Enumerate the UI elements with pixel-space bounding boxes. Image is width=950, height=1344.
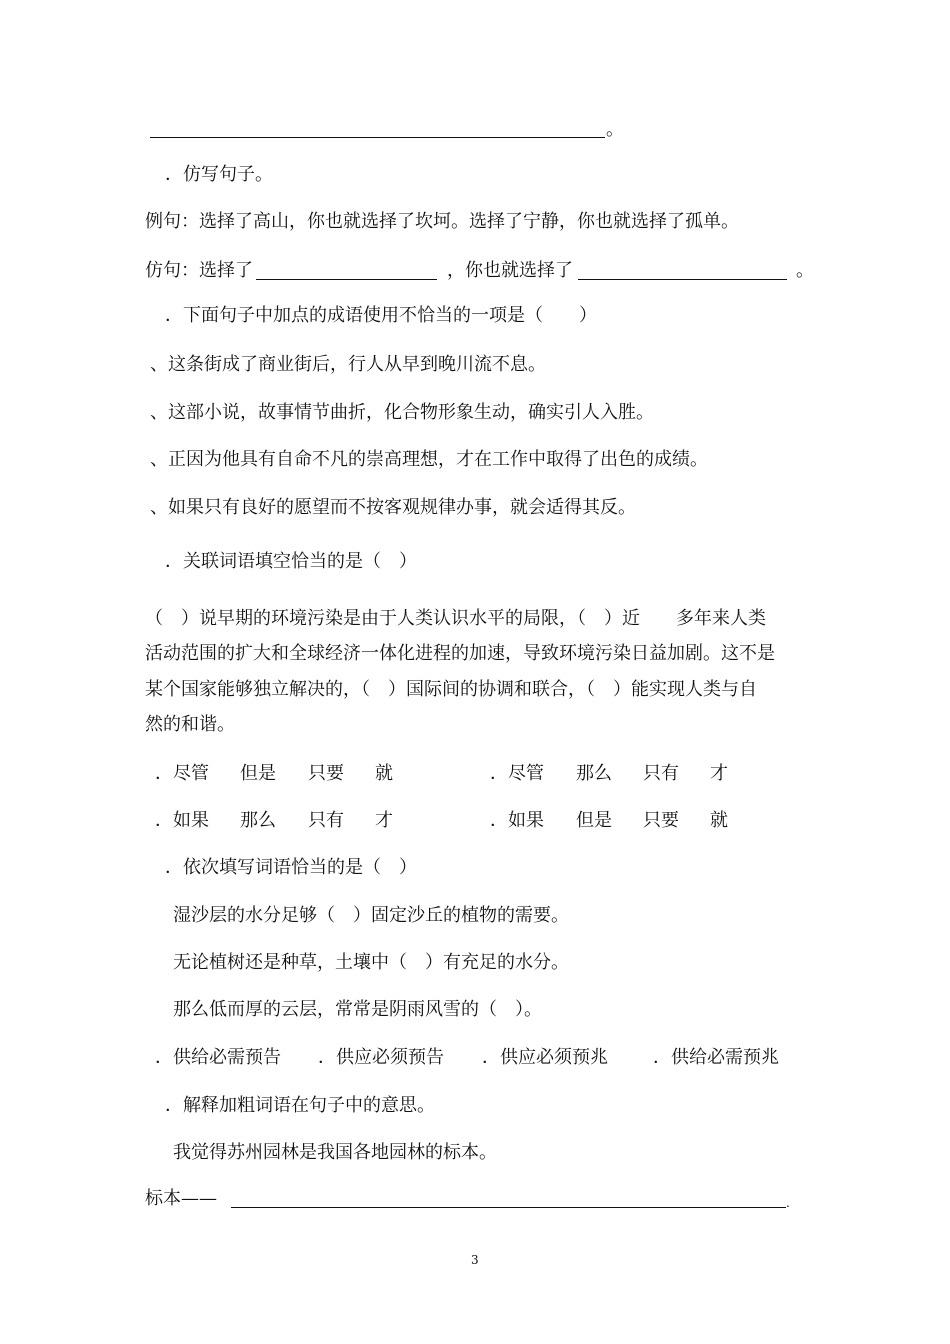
choice-word: 只有: [308, 810, 344, 831]
choice-word: 只要: [643, 810, 679, 831]
fill-sentence: 湿沙层的水分足够（ ）固定沙丘的植物的需要。: [173, 905, 569, 926]
question-idiom-title: ．下面句子中加点的成语使用不恰当的一项是（ ）: [165, 305, 597, 326]
choice-word: 那么: [240, 810, 276, 831]
idiom-option: 、这条街成了商业街后，行人从早到晚川流不息。: [150, 354, 546, 375]
choice-word: 就: [375, 763, 393, 784]
connect-choice-a[interactable]: [155, 762, 393, 786]
question-explain-title: ．解释加粗词语在句子中的意思。: [165, 1095, 435, 1116]
explain-answer-label: 标本——: [145, 1188, 217, 1209]
idiom-option: 、如果只有良好的愿望而不按客观规律办事，就会适得其反。: [150, 497, 636, 518]
connect-passage-line: 然的和谐。: [145, 714, 235, 735]
question-imitate-prompt-a: 仿句：选择了: [145, 260, 253, 281]
question-connect-title: ．关联词语填空恰当的是（ ）: [165, 551, 417, 572]
question-imitate-prompt-b: ，你也就选择了: [447, 260, 573, 281]
explain-answer-line[interactable]: [231, 1207, 786, 1208]
question-imitate-prompt-end: 。: [796, 260, 814, 281]
choice-word: ．如果: [490, 810, 544, 831]
answer-line-top-end: 。: [606, 119, 624, 140]
question-fill-title: ．依次填写词语恰当的是（ ）: [165, 857, 417, 878]
fill-sentence: 无论植树还是种草，土壤中（ ）有充足的水分。: [173, 952, 569, 973]
connect-choice-d[interactable]: [490, 809, 728, 833]
imitate-blank-2[interactable]: [578, 279, 787, 280]
choice-word: ．尽管: [490, 763, 544, 784]
connect-choice-b[interactable]: [490, 762, 728, 786]
imitate-blank-1[interactable]: [256, 279, 437, 280]
choice-word: ．尽管: [155, 763, 209, 784]
connect-passage-line: 某个国家能够独立解决的，（ ）国际间的协调和联合，（ ）能实现人类与自: [145, 679, 757, 700]
connect-choice-c[interactable]: [155, 809, 393, 833]
fill-option-a[interactable]: ．供给必需预告: [155, 1047, 281, 1068]
connect-passage-line: （ ）说早期的环境污染是由于人类认识水平的局限，（ ）近 多年来人类: [145, 608, 766, 629]
choice-word: 但是: [576, 810, 612, 831]
connect-passage-line: 活动范围的扩大和全球经济一体化进程的加速，导致环境污染日益加剧。这不是: [145, 643, 775, 664]
fill-option-c[interactable]: ．供应必须预兆: [482, 1047, 608, 1068]
explain-answer-end: .: [786, 1196, 790, 1210]
choice-word: 只要: [308, 763, 344, 784]
idiom-option: 、这部小说，故事情节曲折，化合物形象生动，确实引人入胜。: [150, 402, 654, 423]
question-imitate-example: 例句：选择了高山，你也就选择了坎坷。选择了宁静，你也就选择了孤单。: [145, 211, 739, 232]
choice-word: 才: [710, 763, 728, 784]
explain-sentence: 我觉得苏州园林是我国各地园林的标本。: [173, 1142, 497, 1163]
choice-word: 但是: [240, 763, 276, 784]
choice-word: 只有: [643, 763, 679, 784]
choice-word: 就: [710, 810, 728, 831]
choice-word: 才: [375, 810, 393, 831]
choice-word: 那么: [576, 763, 612, 784]
choice-word: ．如果: [155, 810, 209, 831]
page-number: 3: [471, 1253, 479, 1267]
question-imitate-title: ．仿写句子。: [165, 164, 273, 185]
fill-option-d[interactable]: ．供给必需预兆: [653, 1047, 779, 1068]
fill-sentence: 那么低而厚的云层，常常是阴雨风雪的（ ）。: [173, 999, 542, 1020]
answer-line-top[interactable]: [150, 137, 605, 138]
idiom-option: 、正因为他具有自命不凡的崇高理想，才在工作中取得了出色的成绩。: [150, 449, 708, 470]
fill-option-b[interactable]: ．供应必须预告: [318, 1047, 444, 1068]
